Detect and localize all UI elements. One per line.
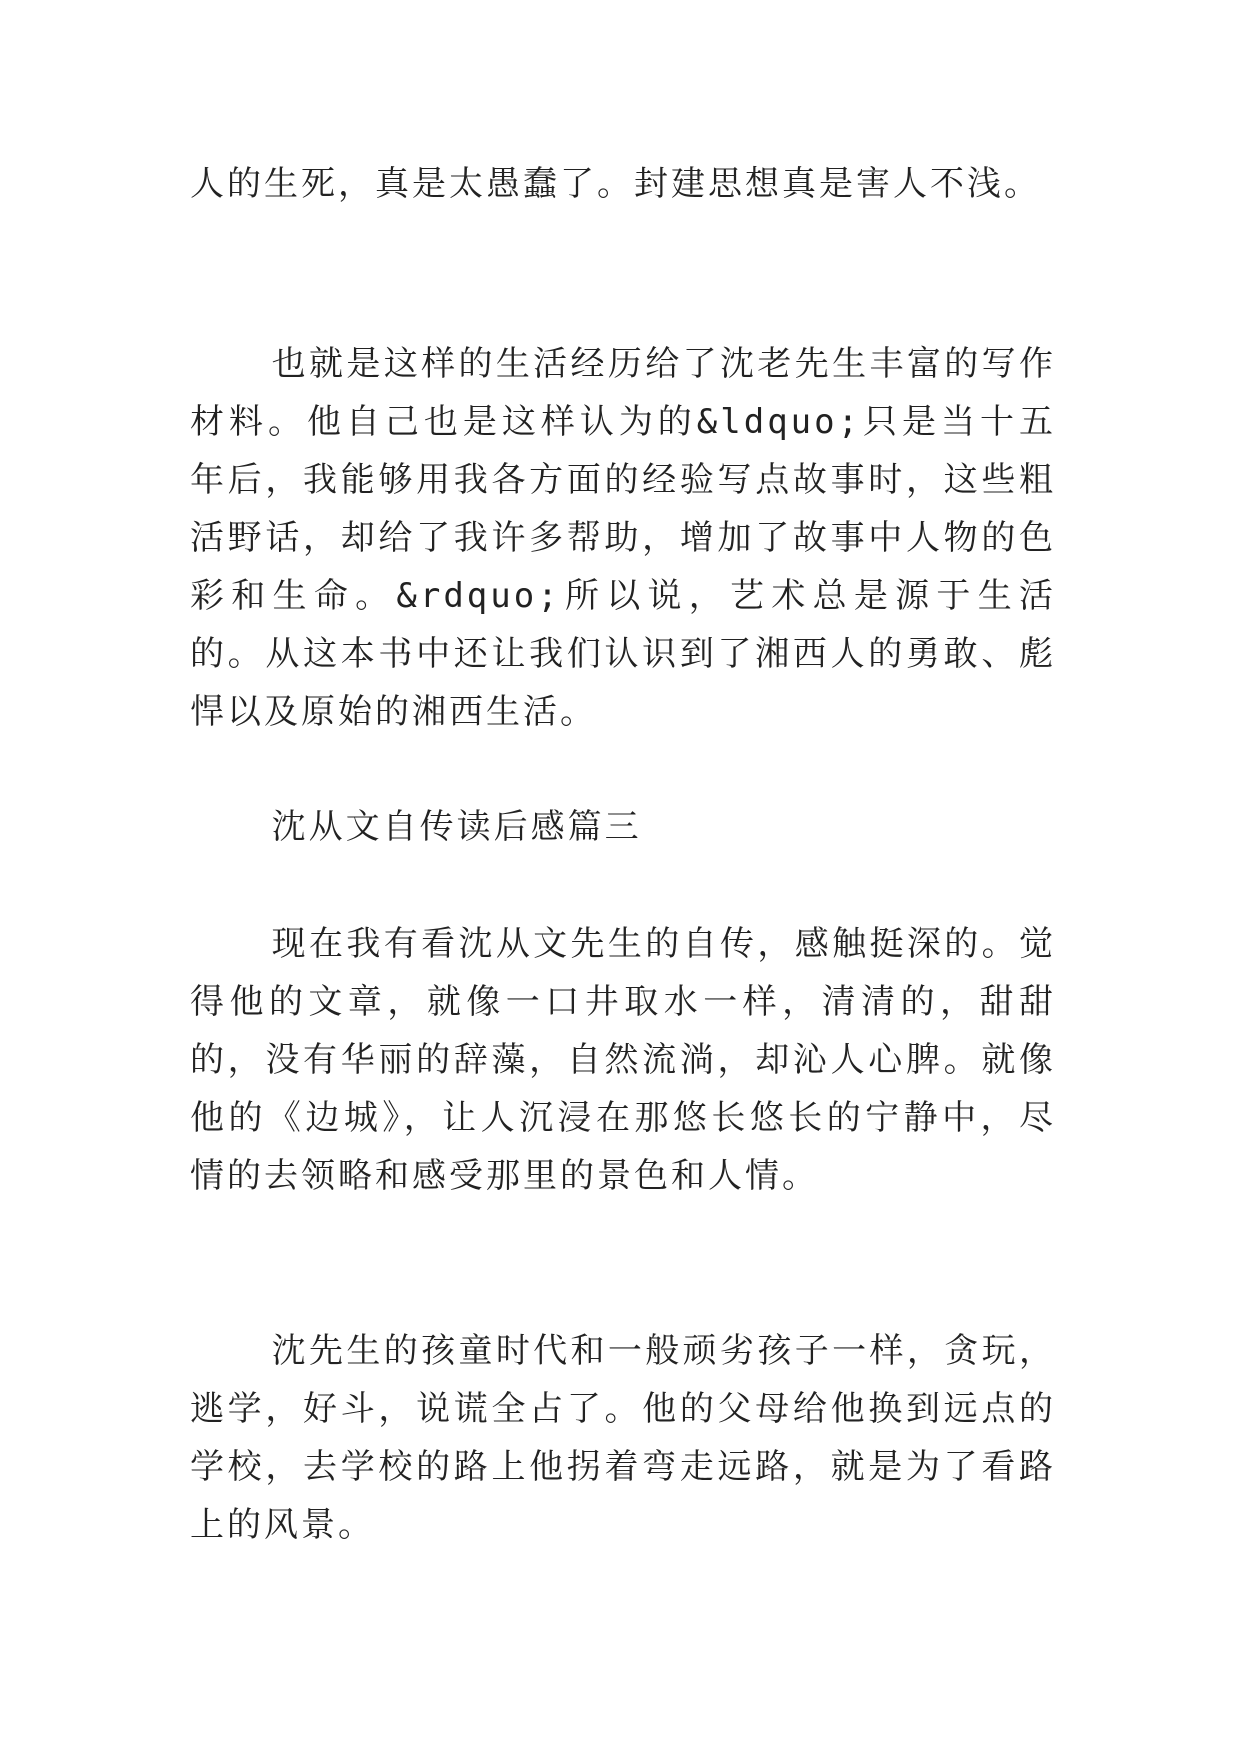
paragraph-writing-material: 也就是这样的生活经历给了沈老先生丰富的写作材料。他自己也是这样认为的&ldquo;只是当十五年后，我能够用我各方面的经验写点故事时，这些粗活野话，却给了我许多帮助，增加了故事中人物的色彩和生命。&rdquo;所以说，艺术总是源于生活的。从这本书中还让我们认识到了湘西人的勇敢、彪悍以及原始的湘西生活。 [190,344,1056,732]
paragraph-continued: 人的生死，真是太愚蠢了。封建思想真是害人不浅。 [190,164,1041,204]
paragraph-childhood: 沈先生的孩童时代和一般顽劣孩子一样，贪玩，逃学，好斗，说谎全占了。他的父母给他换到远点的学校，去学校的路上他拐着弯走远路，就是为了看路上的风景。 [190,1331,1056,1545]
section-heading: 沈从文自传读后感篇三 [271,807,642,847]
paragraph-autobiography-impression: 现在我有看沈从文先生的自传，感触挺深的。觉得他的文章，就像一口井取水一样，清清的，甜甜的，没有华丽的辞藻，自然流淌，却沁人心脾。就像他的《边城》，让人沉浸在那悠长悠长的宁静中，尽情的去领略和感受那里的景色和人情。 [190,924,1056,1196]
